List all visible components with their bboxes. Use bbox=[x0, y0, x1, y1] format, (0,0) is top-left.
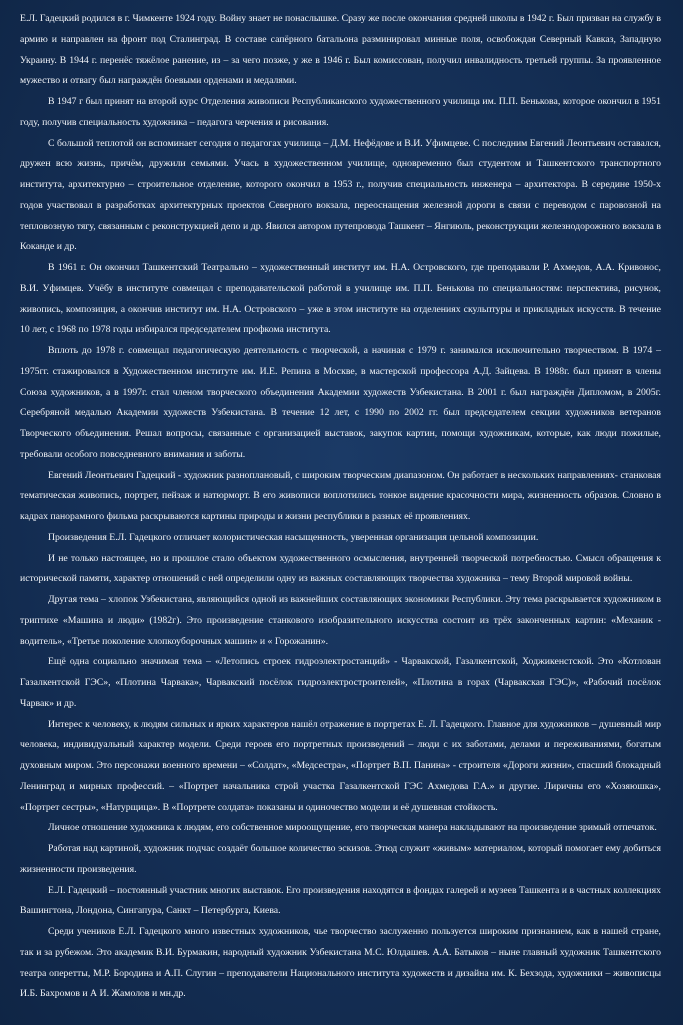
paragraph: Е.Л. Гадецкий родился в г. Чимкенте 1924 году. Войну знает не понаслышке. Сразу же после окончания средней школы в 1942 г. Был призван на службу в армию и направлен на фронт под Сталинград. В составе сапёрного батальона разминировал минные поля, освобождая Северный Кавказ, Западную Украину. В 1944 г. перенёс тяжёлое ранение, из – за чего позже, у же в 1946 г. Был комиссован, получил инвалидность третьей группы. За проявленное мужество и отвагу был награждён боевыми орденами и медалями. bbox=[20, 13, 661, 87]
paragraph: В 1947 г был принят на второй курс Отделения живописи Республиканского художественного училища им. П.П. Бенькова, которое окончил в 1951 году, получив специальность художника – педагога черчения и рисования. bbox=[20, 96, 661, 128]
paragraph: Интерес к человеку, к людям сильных и ярких характеров нашёл отражение в портретах Е. Л. Гадецкого. Главное для художников – душевный мир человека, индивидуальный характер модели. Среди героев его портретных произведений – люди с их заботами, делами и переживаниями, богатым духовным миром. Это персонажи военного времени – «Солдат», «Медсестра», «Портрет В.П. Панина» - строителя «Дороги жизни», спасший блокадный Ленинград и мирных профессий. – «Портрет начальника строй участка Газалкентской ГЭС Ахмедова Г.А.» и другие. Лиричны его «Хозяюшка», «Портрет сестры», «Натурщица». В «Портрете солдата» показаны и одиночество модели и её душевная стойкость. bbox=[20, 718, 661, 813]
paragraph: Произведения Е.Л. Гадецкого отличает колористическая насыщенность, уверенная организация цельной композиции. bbox=[48, 531, 539, 543]
paragraph: Среди учеников Е.Л. Гадецкого много известных художников, чье творчество заслуженно пользуется широким признанием, как в нашей стране, так и за рубежом. Это академик В.И. Бурмакин, народный художник Узбекистана М.С. Юлдашев. А.А. Батыков – ныне главный художник Ташкентского театра оперетты, М.Р. Бородина и А.П. Слугин – преподаватели Национального института художеств и дизайна им. К. Бехзода, художники – живописцы И.Б. Бахромов и А И. Жамолов и мн.др. bbox=[20, 926, 661, 1000]
paragraph: С большой теплотой он вспоминает сегодня о педагогах училища – Д.М. Нефёдове и В.И. Уфимцеве. С последним Евгений Леонтьевич оставался, дружен всю жизнь, причём, дружили семьями. Учась в художественном училище, одновременно был студентом и Ташкентского транспортного института, архитектурно – строительное отделение, которого окончил в 1953 г., получив специальность инженера – архитектора. В середине 1950-х годов участвовал в разработках архитектурных проектов Северного вокзала, переоснащения железной дороги в связи с переводом с паровозной на тепловозную тягу, связанным с реконструкцией депо и др. Явился автором путепровода Ташкент – Янгиюль, реконструкции железнодорожного вокзала в Коканде и др. bbox=[20, 137, 661, 253]
paragraph: И не только настоящее, но и прошлое стало объектом художественного осмысления, внутренней творческой потребностью. Смысл обращения к исторической памяти, характер отношений с ней определили одну из важных составляющих творчества художника – тему Второй мировой войны. bbox=[20, 552, 661, 585]
paragraph: Другая тема – хлопок Узбекистана, являющийся одной из важнейших составляющих экономики Республики. Эту тема раскрывается художником в триптихе «Машина и люди» (1982г). Это произведение станкового изобразительного искусства состоит из трёх законченных картин: «Механик - водитель», «Третье поколение хлопкоуборочных машин» и « Горожанин». bbox=[20, 594, 661, 647]
paragraph: Е.Л. Гадецкий – постоянный участник многих выставок. Его произведения находятся в фондах галерей и музеев Ташкента и в частных коллекциях Вашингтона, Лондона, Сингапура, Санкт – Петербурга, Киева. bbox=[20, 884, 661, 917]
paragraph: В 1961 г. Он окончил Ташкентский Театрально – художественный институт им. Н.А. Островского, где преподавали Р. Ахмедов, А.А. Кривонос, В.И. Уфимцев. Учёбу в институте совмещал с преподавательской работой в училище им. П.П. Бенькова по специальностям: перспектива, рисунок, живопись, композиция, а окончив институт им. Н.А. Островского – уже в этом институте на отделениях скульптуры и прикладных искусств. В течение 10 лет, с 1968 по 1978 годы избирался председателем профкома института. bbox=[20, 262, 661, 336]
paragraph: Личное отношение художника к людям, его собственное мироощущение, его творческая манера накладывают на произведение зримый отпечаток. bbox=[48, 822, 657, 834]
paragraph: Ещё одна социально значимая тема – «Летопись строек гидроэлектростанций» - Чарвакской, Газалкентской, Ходжикенстской. Это «Котлован Газалкентской ГЭС», «Плотина Чарвака», Чарвакский посёлок гидроэлектростроителей», «Плотина в горах (Чарвакская ГЭС)», «Рабочий посёлок Чарвак» и др. bbox=[20, 656, 661, 709]
paragraph: Вплоть до 1978 г. совмещал педагогическую деятельность с творческой, а начиная с 1979 г. занимался исключительно творчеством. В 1974 – 1975гг. стажировался в Художественном институте им. И.Е. Репина в Москве, в мастерской профессора А.Д. Зайцева. В 1988г. был принят в члены Союза художников, а в 1997г. стал членом творческого объединения Академии художеств Узбекистана. В 2001 г. был награждён Дипломом, в 2005г. Серебряной медалью Академии художеств Узбекистана. В течение 12 лет, с 1990 по 2002 гг. был председателем секции художников ветеранов Творческого объединения. Решал вопросы, связанные с организацией выставок, закупок картин, помощи художникам, которые, как люди пожилые, требовали особого повседневного внимания и заботы. bbox=[20, 345, 661, 460]
paragraph: Работая над картиной, художник подчас создаёт большое количество эскизов. Этюд служит «живым» материалом, который помогает ему добиться жизненности произведения. bbox=[20, 843, 661, 875]
paragraph: Евгений Леонтьевич Гадецкий - художник разноплановый, с широким творческим диапазоном. Он работает в нескольких направлениях- станковая тематическая живопись, портрет, пейзаж и натюрморт. В его живописи воплотились тонкое видение красочности мира, жизненность образов. Словно в кадрах панорамного фильма раскрываются картины природы и жизни республики в разных её проявлениях. bbox=[20, 469, 661, 522]
